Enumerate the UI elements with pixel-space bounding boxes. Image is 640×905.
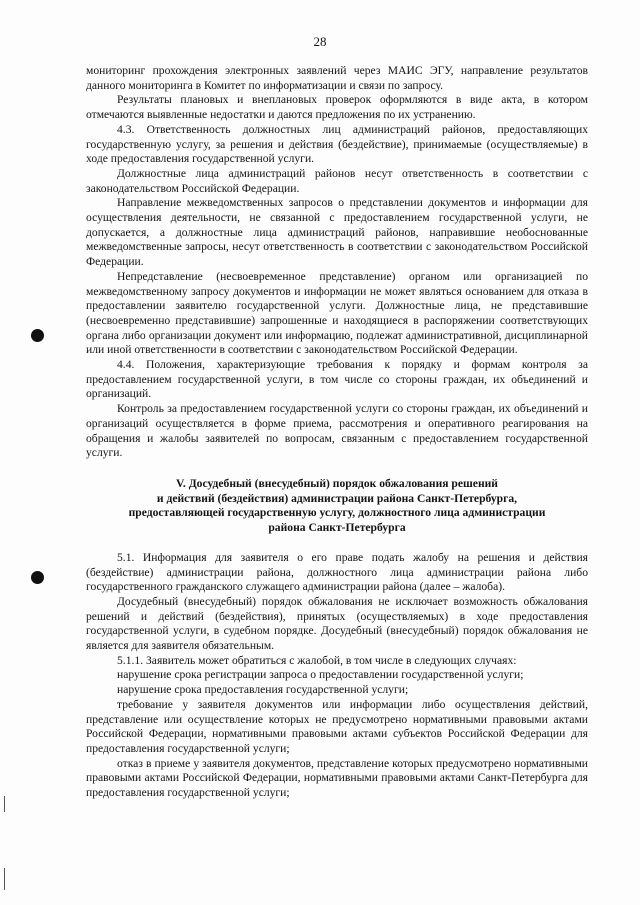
paragraph: 4.4. Положения, характеризующие требования к порядку и формам контроля за предоставлением государственной услуги, в том числе со стороны граждан, их объединений и организаций. bbox=[86, 358, 588, 401]
punch-hole-lower bbox=[31, 571, 44, 584]
heading-line: предоставляющей государственную услугу, должностного лица администрации bbox=[128, 506, 546, 520]
document-body bbox=[86, 64, 588, 801]
paragraph: 5.1.1. Заявитель может обратиться с жалобой, в том числе в следующих случаях: bbox=[117, 653, 517, 667]
paragraph: Направление межведомственных запросов о представлении документов и информации для осуществления деятельности, не связанной с предоставлением государственной услуги, не допускается, а должностные лица администраций районов, направившие необоснованные межведомственные запросы, несут ответственность в соответствии с законодательством Российской Федерации. bbox=[86, 196, 588, 269]
paragraph: мониторинг прохождения электронных заявлений через МАИС ЭГУ, направление результатов данного мониторинга в Комитет по информатизации и связи по запросу. bbox=[86, 64, 588, 92]
paragraph: 5.1. Информация для заявителя о его праве подать жалобу на решения и действия (бездействие) администрации района, должностного лица администрации района либо государственного гражданского служащего администрации района (далее – жалоба). bbox=[86, 550, 588, 594]
paragraph: Должностные лица администраций районов несут ответственность в соответствии с законодательством Российской Федерации. bbox=[86, 166, 588, 195]
list-item: нарушение срока предоставления государственной услуги; bbox=[117, 683, 409, 697]
punch-hole-upper bbox=[31, 329, 44, 342]
page-number: 28 bbox=[313, 34, 327, 49]
heading-line: и действий (бездействия) администрации района Санкт-Петербурга, bbox=[156, 491, 518, 505]
paragraph: Досудебный (внесудебный) порядок обжалования не исключает возможность обжалования решений и действий (бездействия), принятых (осуществляемых) в ходе предоставления государственной услуги, в судебном порядке. Досудебный (внесудебный) порядок обжалования не является для заявителя обязательным. bbox=[86, 594, 588, 653]
scan-edge-mark-lower bbox=[4, 868, 5, 890]
paragraph: Контроль за предоставлением государственной услуги со стороны граждан, их объединений и организаций осуществляется в форме приема, рассмотрения и оперативного реагирования на обращения и жалобы заявителей по вопросам, связанным с предоставлением государственной услуги. bbox=[86, 402, 588, 460]
section-5-heading bbox=[86, 477, 588, 536]
section-4-continuation bbox=[86, 64, 588, 461]
list-item: требование у заявителя документов или информации либо осуществления действий, представление или осуществление которых не предусмотрено нормативными правовыми актами Российской Федерации, нормативными правовыми актами субъектов Российской Федерации для предоставления государственной услуги; bbox=[86, 697, 588, 755]
heading-line: района Санкт-Петербурга bbox=[268, 521, 406, 535]
scan-edge-mark-upper bbox=[4, 796, 5, 812]
section-5-body bbox=[86, 551, 588, 801]
list-item: отказ в приеме у заявителя документов, представление которых предусмотрено нормативными правовыми актами Российской Федерации, нормативными правовыми актами Санкт-Петербурга для предоставления государственной услуги; bbox=[86, 756, 588, 800]
paragraph: Результаты плановых и внеплановых проверок оформляются в виде акта, в котором отмечаются выявленные недостатки и даются предложения по их устранению. bbox=[86, 93, 588, 122]
heading-line: V. Досудебный (внесудебный) порядок обжалования решений bbox=[176, 476, 498, 490]
paragraph: 4.3. Ответственность должностных лиц администраций районов, предоставляющих государственную услугу, за решения и действия (бездействие), принимаемые (осуществляемые) в ходе предоставления государственной услуги. bbox=[86, 122, 588, 166]
list-item: нарушение срока регистрации запроса о предоставлении государственной услуги; bbox=[117, 668, 524, 682]
paragraph: Непредставление (несвоевременное представление) органом или организацией по межведомственному запросу документов и информации не может являться основанием для отказа в предоставлении заявителю государственной услуги. Должностные лица, не представившие (несвоевременно представившие) запрошенные и находящиеся в распоряжении соответствующих органа либо организации документ или информацию, подлежат административной, дисциплинарной или иной ответственности в соответствии с законодательством Российской Федерации. bbox=[86, 269, 588, 357]
